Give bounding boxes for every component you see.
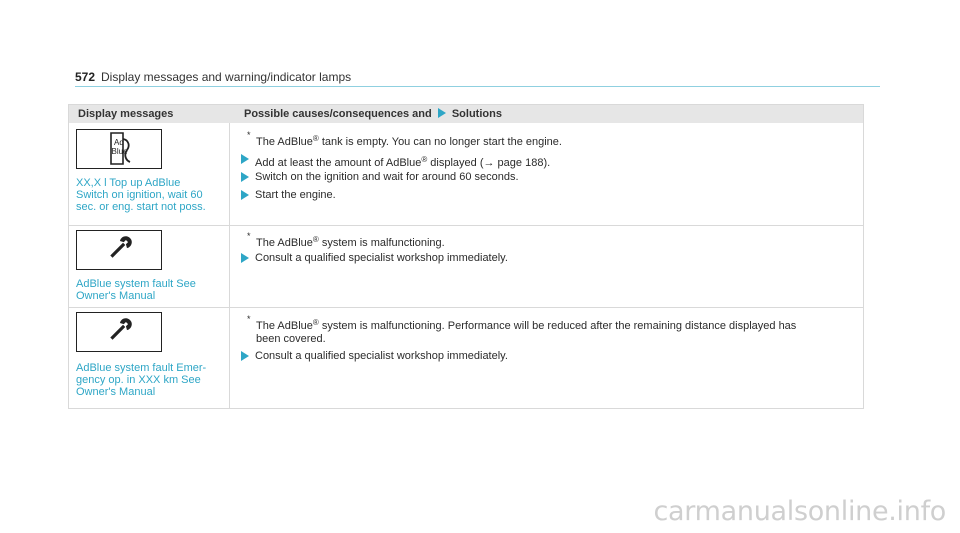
- step-text: displayed (→ page 188).: [427, 157, 551, 169]
- step-text: Add at least the amount of AdBlue: [255, 157, 422, 169]
- play-arrow-icon: [438, 108, 446, 118]
- adblue-icon-text-ad: Ad: [114, 138, 124, 147]
- table-row: [69, 123, 863, 225]
- solution-step: [255, 153, 550, 170]
- footnote-asterisk: *: [247, 231, 251, 241]
- cause-text-part: system is malfunctioning. Performance will be reduced after the remaining distance displayed has: [318, 320, 797, 332]
- page-header: [75, 68, 880, 87]
- cause-text-part: been covered.: [256, 333, 326, 345]
- registered-mark: ®: [312, 318, 319, 327]
- registered-mark: ®: [421, 155, 428, 164]
- cause-text-part: The AdBlue: [256, 237, 313, 249]
- message-line: AdBlue system fault Emer-: [76, 362, 207, 374]
- solution-step: [255, 350, 508, 363]
- play-arrow-icon: [241, 351, 249, 361]
- step-text: Consult a qualified specialist workshop immediately.: [255, 252, 508, 264]
- play-arrow-icon: [241, 190, 249, 200]
- adblue-icon-text-blue: Blue: [111, 147, 128, 156]
- col-causes-header: [244, 108, 502, 120]
- footnote-asterisk: *: [247, 130, 251, 140]
- step-text: Switch on the ignition and wait for around 60 seconds.: [255, 171, 519, 183]
- message-line: Owner's Manual: [76, 386, 156, 398]
- display-message: [76, 177, 226, 213]
- play-arrow-icon: [241, 253, 249, 263]
- message-line: AdBlue system fault See: [76, 278, 196, 290]
- step-text: Start the engine.: [255, 189, 336, 201]
- message-line: Owner's Manual: [76, 290, 156, 302]
- table-header: [69, 105, 863, 123]
- display-message: [76, 362, 226, 398]
- col-solutions-header-text: Solutions: [451, 108, 502, 120]
- message-line: gency op. in XXX km See: [76, 374, 201, 386]
- page-number: 572: [75, 70, 96, 84]
- solution-step: [255, 189, 336, 202]
- cause-text-part: The AdBlue: [256, 320, 313, 332]
- watermark: carmanualsonline.info: [653, 496, 946, 527]
- cause-text-part: tank is empty. You can no longer start the engine.: [318, 136, 562, 148]
- page-title: Display messages and warning/indicator lamps: [101, 70, 352, 84]
- registered-mark: ®: [312, 134, 319, 143]
- step-text: Consult a qualified specialist workshop immediately.: [255, 350, 508, 362]
- adblue-tank-icon: [76, 129, 162, 169]
- solution-step: [255, 252, 508, 265]
- play-arrow-icon: [241, 154, 249, 164]
- solution-step: [255, 171, 519, 184]
- display-messages-table: [68, 104, 864, 409]
- display-message: [76, 278, 226, 302]
- col-display-messages-header: Display messages: [78, 108, 174, 120]
- table-row: [69, 308, 863, 408]
- message-line: XX,X l Top up AdBlue: [76, 177, 181, 189]
- play-arrow-icon: [241, 172, 249, 182]
- col-causes-header-text: Possible causes/consequences and: [244, 108, 432, 120]
- wrench-icon: [76, 230, 162, 270]
- message-line: Switch on ignition, wait 60: [76, 189, 203, 201]
- registered-mark: ®: [312, 235, 319, 244]
- cause-text-part: The AdBlue: [256, 136, 313, 148]
- cause-text-part: system is malfunctioning.: [318, 237, 445, 249]
- footnote-asterisk: *: [247, 314, 251, 324]
- table-row: [69, 226, 863, 307]
- message-line: sec. or eng. start not poss.: [76, 201, 206, 213]
- wrench-icon: [76, 312, 162, 352]
